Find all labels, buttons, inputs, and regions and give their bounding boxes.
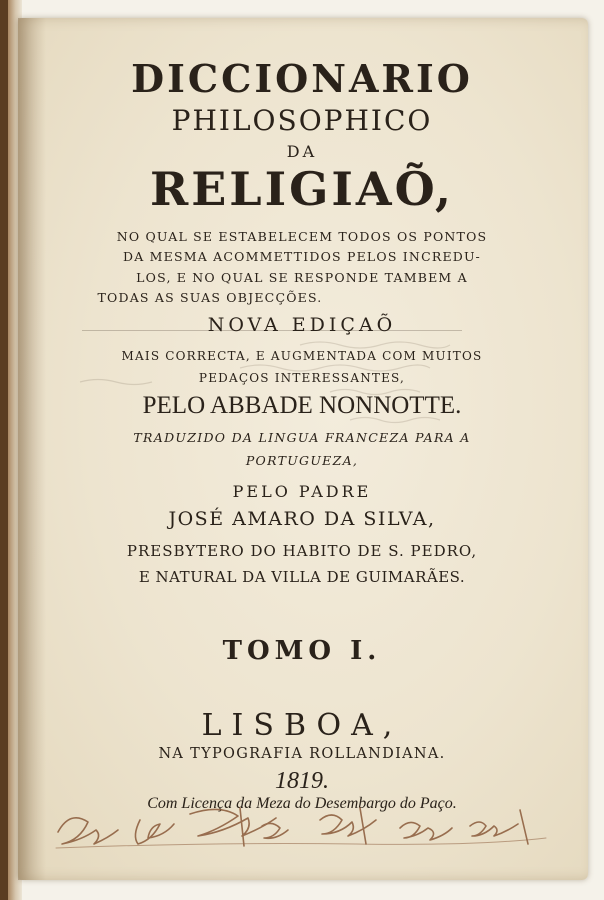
subtitle-line-2: DA MESMA ACOMMETTIDOS PELOS INCREDU-: [123, 249, 481, 264]
imprint-printer: NA TYPOGRAFIA ROLLANDIANA.: [158, 746, 446, 762]
translation-line-1: TRADUZIDO DA LINGUA FRANCEZA PARA A: [133, 430, 471, 445]
author-line: PELO ABBADE NONNOTTE.: [142, 392, 462, 419]
subtitle-line-4: TODAS AS SUAS OBJECÇÕES.: [97, 290, 323, 305]
title-line-philosophico: PHILOSOPHICO: [171, 104, 433, 137]
imprint-year: 1819.: [275, 768, 329, 794]
translation-line-2: PORTUGUEZA,: [245, 453, 359, 468]
translator-intro: PELO PADRE: [232, 482, 372, 501]
title-line-diccionario: DICCIONARIO: [131, 56, 473, 101]
edition-note-line-2: PEDAÇOS INTERESSANTES,: [198, 371, 406, 385]
translator-name: JOSÉ AMARO DA SILVA,: [168, 508, 436, 530]
translator-role: PRESBYTERO DO HABITO DE S. PEDRO,: [126, 542, 478, 560]
translator-origin: E NATURAL DA VILLA DE GUIMARÃES.: [138, 568, 466, 586]
subtitle-line-3: LOS, E NO QUAL SE RESPONDE TAMBEM A: [136, 270, 468, 285]
imprint-city: LISBOA,: [201, 708, 403, 743]
title-line-religiao: RELIGIAÕ,: [149, 162, 455, 216]
edition-note-line-1: MAIS CORRECTA, E AUGMENTADA COM MUITOS: [121, 349, 483, 363]
subtitle-line-1: NO QUAL SE ESTABELECEM TODOS OS PONTOS: [116, 229, 488, 244]
license-line: Com Licença da Meza do Desembargo do Paço.: [147, 795, 457, 812]
title-line-da: DA: [286, 142, 318, 161]
volume-label: TOMO I.: [222, 636, 382, 666]
edition-label: NOVA EDIÇAÕ: [207, 314, 397, 336]
